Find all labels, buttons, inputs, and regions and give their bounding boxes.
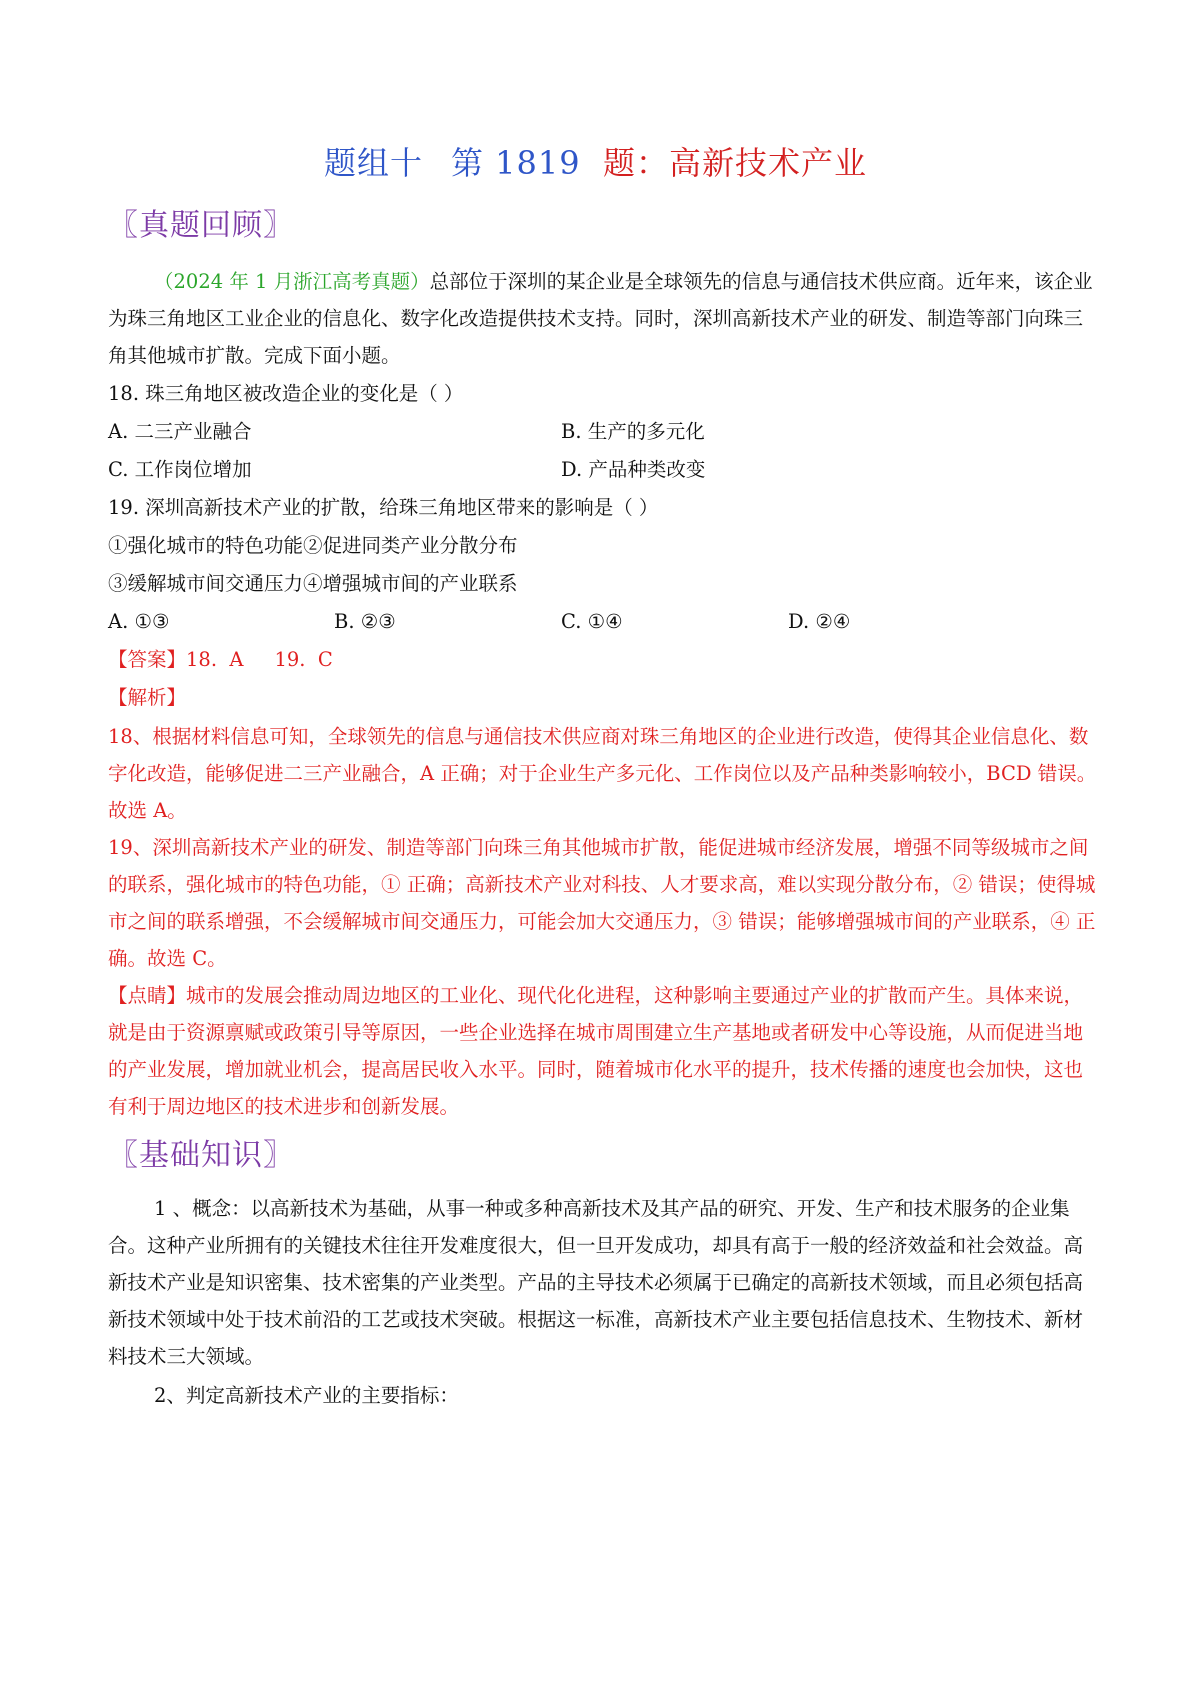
analysis-19: 19、深圳高新技术产业的研发、制造等部门向珠三角其他城市扩散，能促进城市经济发展，增强不同等级城市之间的联系，强化城市的特色功能，① 正确；高新技术产业对科技、人才要求高，难以实现分散分布，② 错误；使得城市之间的联系增强，不会缓解城市间交通压力，可能会加大交通压力，③ 错误；能够增强城市间的产业联系，④ 正确。故选 C。 [108,836,1096,970]
title-group: 题组十 [323,144,423,182]
analysis-18: 18、根据材料信息可知，全球领先的信息与通信技术供应商对珠三角地区的企业进行改造，使得其企业信息化、数字化改造，能够促进二三产业融合，A 正确；对于企业生产多元化、工作岗位以及产品种类影响较小，BCD 错误。故选 A。 [108,725,1097,822]
question-19-stem: 19. 深圳高新技术产业的扩散，给珠三角地区带来的影响是（ ） [108,496,659,519]
tip-label: 【点睛】 [108,984,187,1007]
title-number: 第 1819 [451,144,581,182]
option-19-a: A. ①③ [108,610,170,633]
option-19-b: B. ②③ [334,610,396,633]
intro-text: 总部位于深圳的某企业是全球领先的信息与通信技术供应商。近年来，该企业为珠三角地区工业企业的信息化、数字化改造提供技术支持。同时，深圳高新技术产业的研发、制造等部门向珠三角其他城市扩散。完成下面小题。 [108,270,1093,367]
tip-paragraph [108,977,1098,1125]
basics-block [108,1190,1098,1414]
answer-text: 18. A 19. C [186,648,333,671]
title-suffix: 题： [602,144,669,182]
answer-line [108,641,1098,679]
basics-indicators: 2、判定高新技术产业的主要指标： [154,1384,459,1407]
question-19-statement-2: ③缓解城市间交通压力④增强城市间的产业联系 [108,572,518,595]
option-18-a: A. 二三产业融合 [108,420,252,443]
section-heading-basics: 〖基础知识〗 [108,1138,294,1173]
option-18-d: D. 产品种类改变 [561,458,706,481]
question-18-options-row-1 [108,413,1098,451]
question-18-stem: 18. 珠三角地区被改造企业的变化是（ ） [108,382,464,405]
analysis-block [108,718,1098,1125]
option-18-c: C. 工作岗位增加 [108,458,252,481]
question-18 [108,375,1098,717]
question-19-statement-1: ①强化城市的特色功能②促进同类产业分散分布 [108,534,518,557]
page-title [0,138,1191,184]
option-19-d: D. ②④ [788,610,851,633]
question-19-options [108,603,1098,641]
answer-label: 【答案】 [108,648,187,671]
option-18-b: B. 生产的多元化 [561,420,705,443]
intro-passage [108,263,1098,374]
title-topic: 高新技术产业 [668,144,867,182]
tip-text: 城市的发展会推动周边地区的工业化、现代化化进程，这种影响主要通过产业的扩散而产生。具体来说，就是由于资源禀赋或政策引导等原因，一些企业选择在城市周围建立生产基地或者研发中心等设施，从而促进当地的产业发展，增加就业机会，提高居民收入水平。同时，随着城市化水平的提升，技术传播的速度也会加快，这也有利于周边地区的技术进步和创新发展。 [108,984,1084,1118]
section-heading-review: 〖真题回顾〗 [108,208,294,243]
question-18-options-row-2 [108,451,1098,489]
option-19-c: C. ①④ [561,610,623,633]
basics-concept: 1 、概念：以高新技术为基础，从事一种或多种高新技术及其产品的研究、开发、生产和技术服务的企业集合。这种产业所拥有的关键技术往往开发难度很大，但一旦开发成功，却具有高于一般的经济效益和社会效益。高新技术产业是知识密集、技术密集的产业类型。产品的主导技术必须属于已确定的高新技术领域，而且必须包括高新技术领域中处于技术前沿的工艺或技术突破。根据这一标准，高新技术产业主要包括信息技术、生物技术、新材料技术三大领域。 [108,1197,1084,1368]
intro-source: （2024 年 1 月浙江高考真题） [154,270,430,293]
analysis-label: 【解析】 [108,686,187,709]
